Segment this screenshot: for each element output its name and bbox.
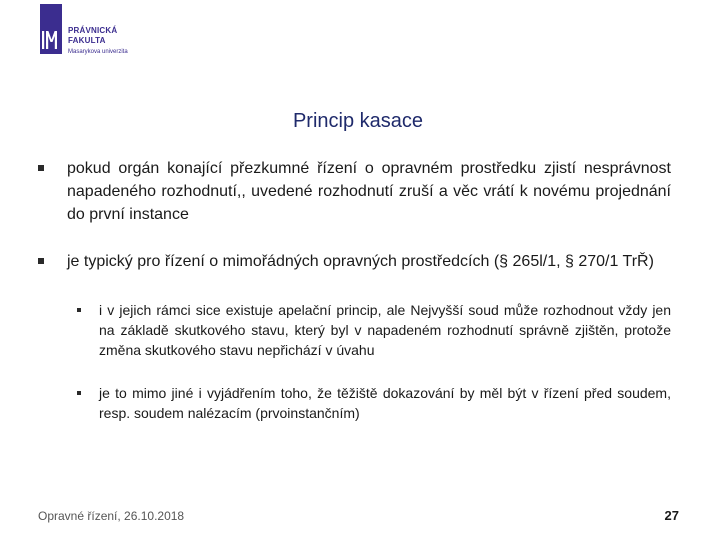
page-number: 27 [664,508,679,523]
footer-caption: Opravné řízení, 26.10.2018 [38,509,185,523]
logo-line-university: Masarykova univerzita [68,49,128,55]
small-square-bullet-icon [77,308,81,312]
sub-bullet-text: je to mimo jiné i vyjádřením toho, že těžiště dokazování by měl být v řízení před soudem, resp. soudem nalézacím (prvoinstančním) [99,385,671,421]
logo-text [68,26,128,57]
sub-bullet-item [38,383,678,423]
bullet-item [38,250,678,273]
small-square-bullet-icon [77,391,81,395]
slide-title-text: Princip kasace [292,110,424,132]
logo-line-faculty: FAKULTA [68,36,106,45]
university-logo-icon [40,4,62,54]
bullet-list [38,157,678,423]
bullet-item [38,157,678,226]
sub-bullet-text: i v jejich rámci sice existuje apelační princip, ale Nejvyšší soud může rozhodnout vždy jen na základě skutkového stavu, který byl v napadeném rozhodnutí správně zjištěn, protože změna skutkového stavu nepřichází v úvahu [99,302,671,358]
sub-bullet-item [38,300,678,360]
square-bullet-icon [38,165,44,171]
square-bullet-icon [38,258,44,264]
bullet-text: pokud orgán konající přezkumné řízení o opravném prostředku zjistí nesprávnost napadeného rozhodnutí,, uvedené rozhodnutí zruší a věc vrátí k novému projednání do první instance [67,160,671,223]
bullet-text: je typický pro řízení o mimořádných opravných prostředcích (§ 265l/1, § 270/1 TrŘ) [67,253,654,270]
faculty-logo [40,4,128,57]
slide-title [0,110,720,133]
logo-line-faculty-name: PRÁVNICKÁ [68,26,118,35]
